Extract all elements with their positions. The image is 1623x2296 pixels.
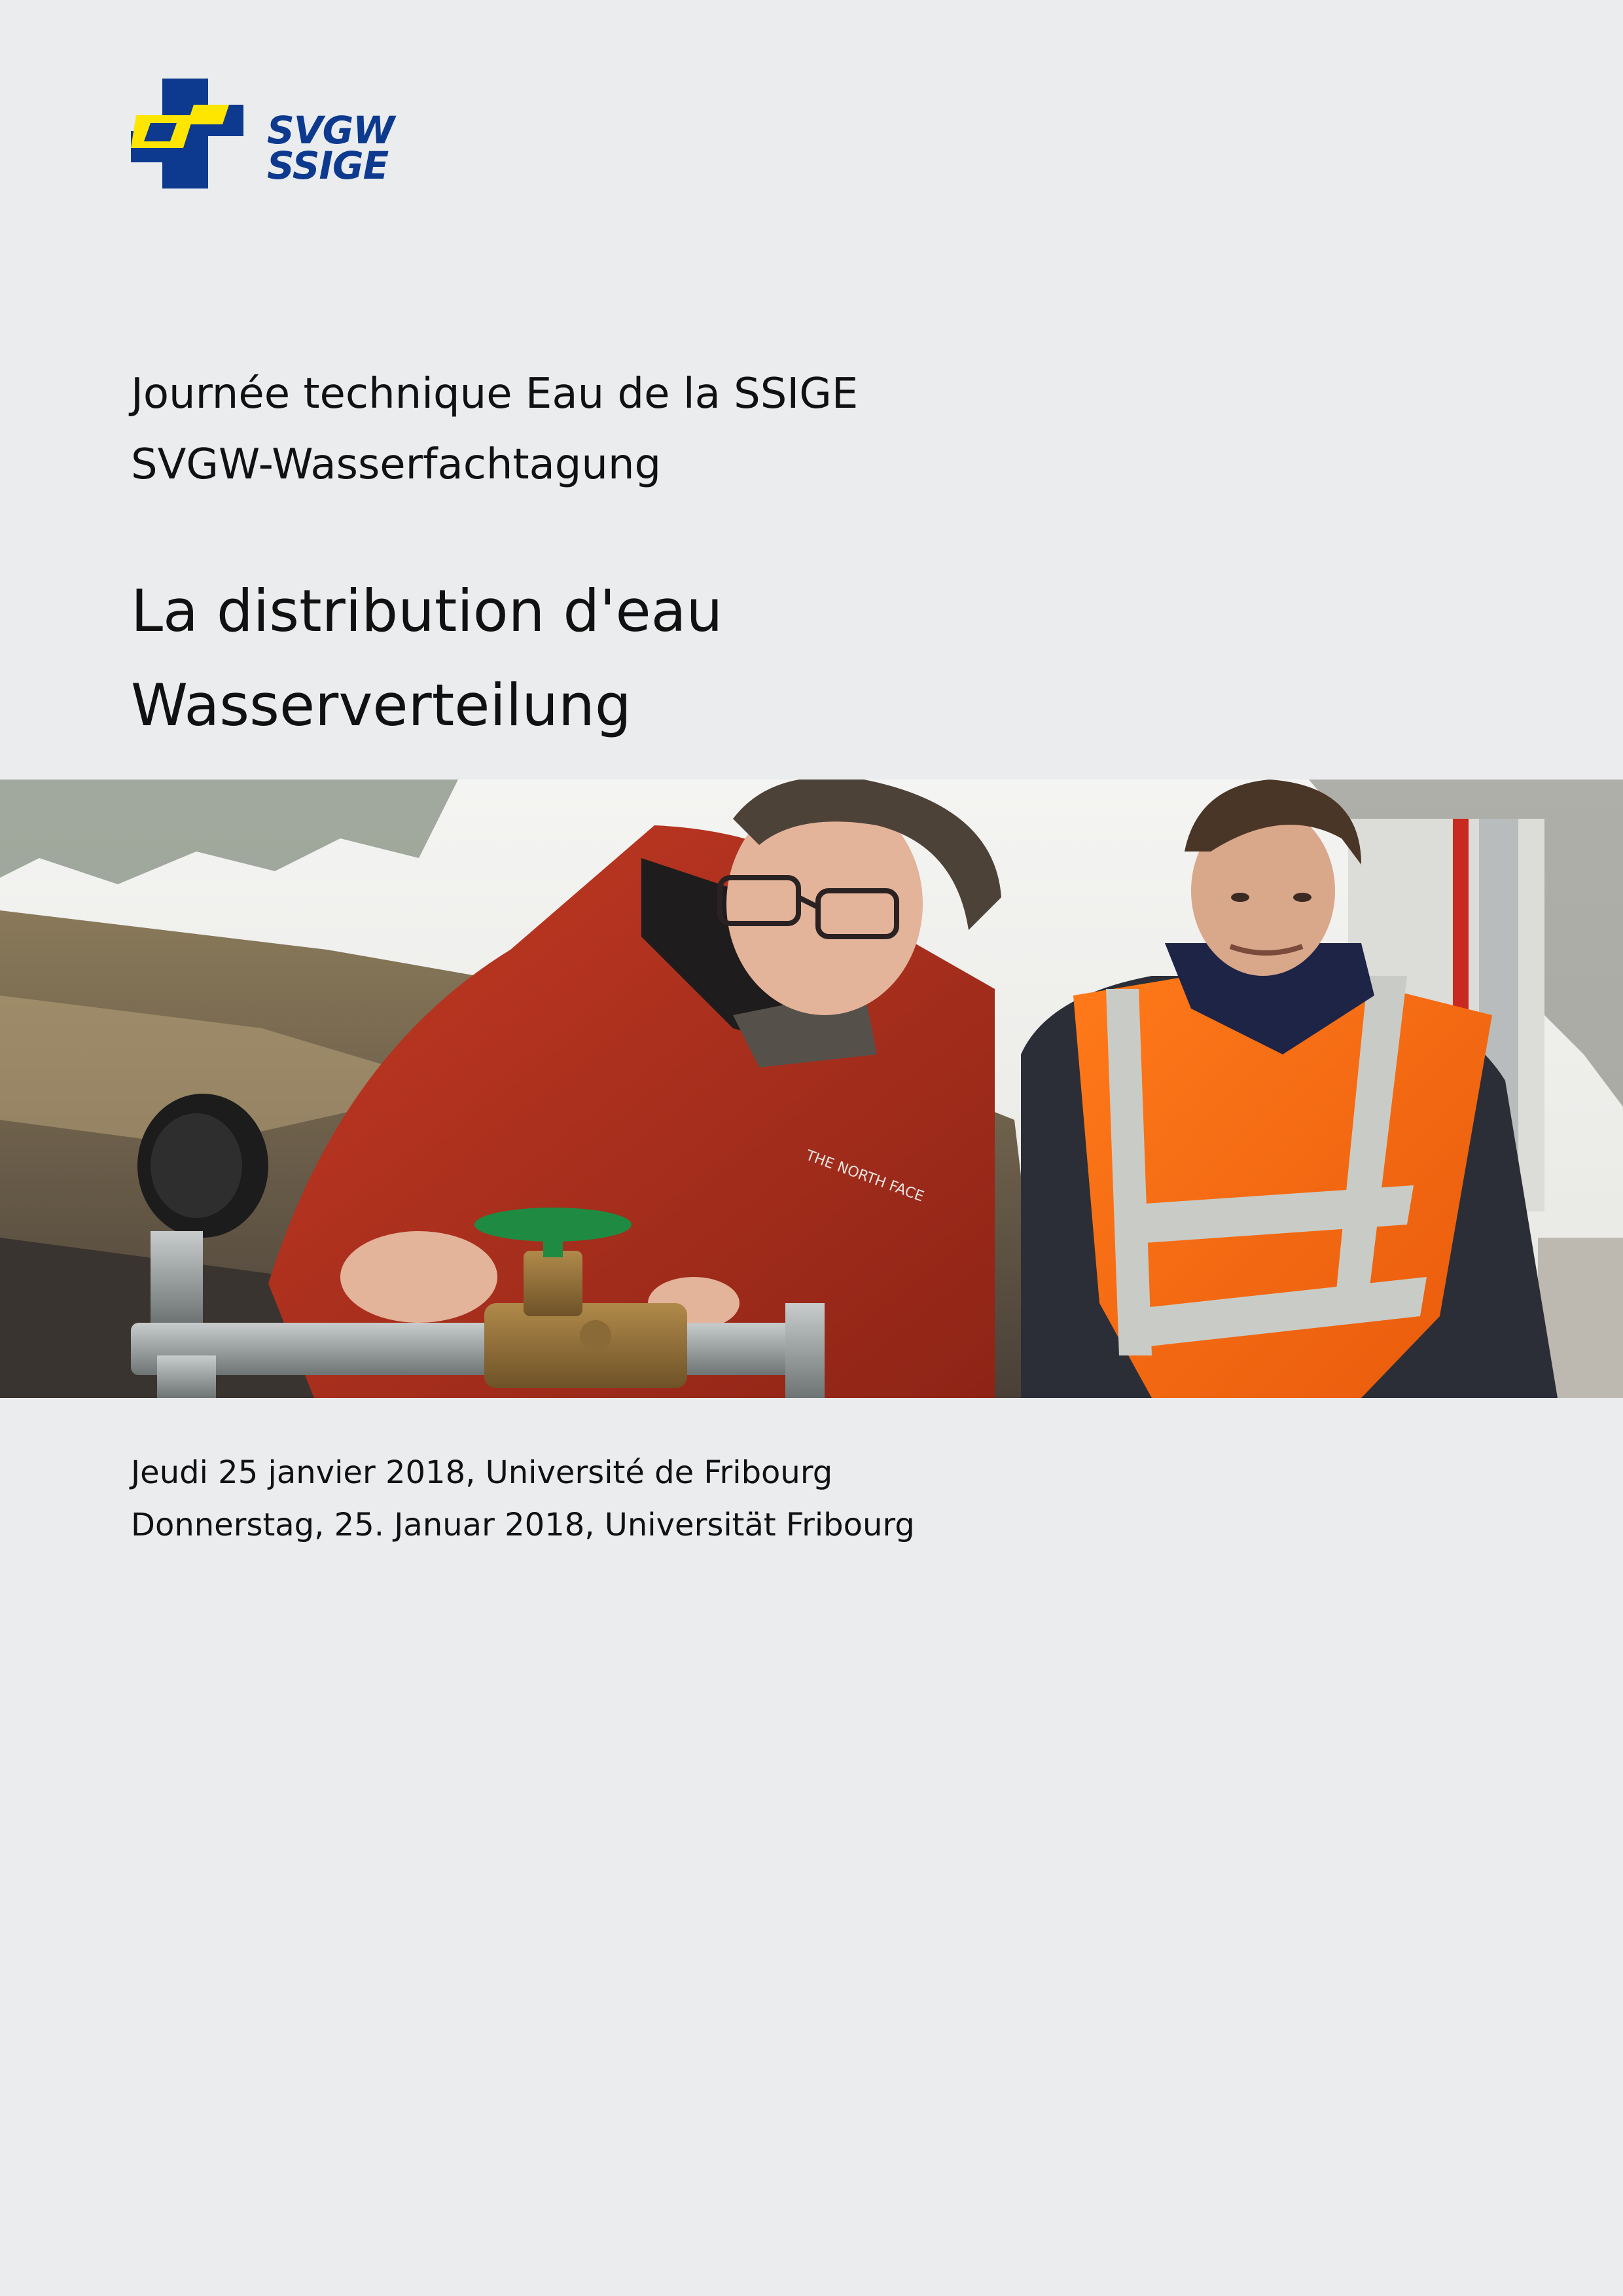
event-title: [131, 359, 858, 500]
logo-text-svgw: SVGW: [267, 108, 395, 152]
event-title-fr: Journée technique Eau de la SSIGE: [131, 370, 859, 418]
event-title-de: SVGW-Wasserfachtagung: [131, 440, 662, 489]
cover-photo: [0, 780, 1623, 1398]
jacket-logo: THE NORTH FACE: [803, 1147, 926, 1206]
date-location-fr: Jeudi 25 janvier 2018, Université de Fribourg: [131, 1454, 833, 1491]
logo-text: [267, 108, 395, 188]
main-title: [131, 564, 722, 753]
svgw-ssige-logo: [131, 79, 406, 193]
workers-photo-illustration: [0, 780, 1623, 1398]
logo-text-ssige: SSIGE: [267, 143, 389, 188]
main-title-fr: La distribution d'eau: [131, 577, 723, 645]
main-title-de: Wasserverteilung: [131, 672, 632, 739]
date-location: [131, 1446, 915, 1551]
date-location-de: Donnerstag, 25. Januar 2018, Universität Fribourg: [131, 1507, 915, 1543]
logo-cross-icon: [131, 79, 262, 193]
